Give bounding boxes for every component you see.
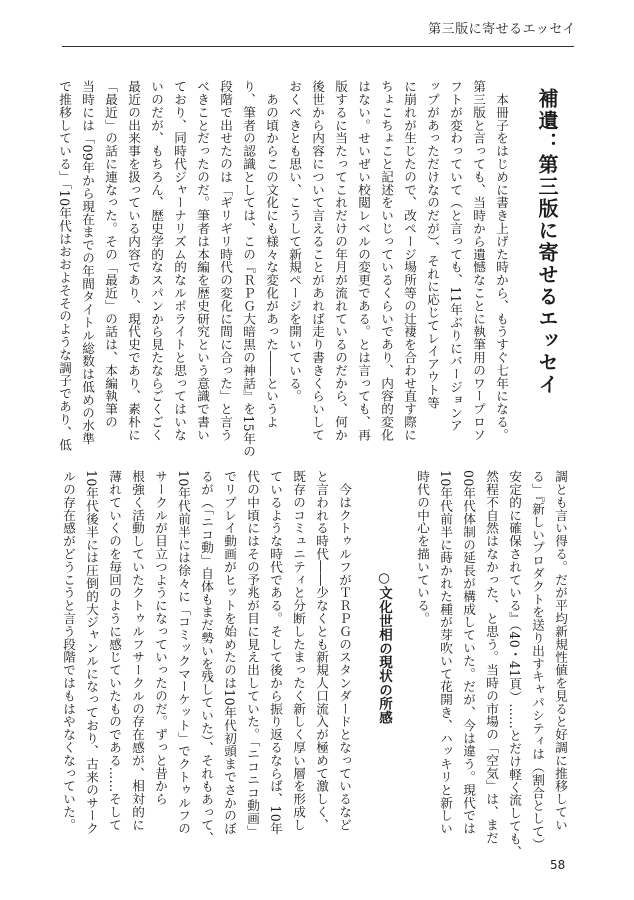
text-column: ており、同時代ジャーナリズム的なルポライトと思ってはいな bbox=[172, 80, 187, 442]
essay-title: 補遺：第三版に寄せるエッセイ bbox=[535, 88, 559, 396]
text-column: べきことだったのだ。筆者は本編を歴史研究という意識で書い bbox=[195, 80, 210, 442]
text-column: 10年代前半に蒔かれた種が芽吹いて花開き、ハッキリと新しい bbox=[438, 470, 453, 835]
text-column: 時代の中心を描いている。 bbox=[415, 470, 430, 625]
header-rule bbox=[62, 46, 574, 47]
text-column: に崩れが生じたので、改ページ場所等の辻褄を合わせ直す際に bbox=[402, 80, 417, 442]
text-column: 今はクトゥルフがＴＲＰＧのスタンダードとなっているなど bbox=[337, 470, 352, 832]
section-heading: ○文化世相の現状の所感 bbox=[376, 570, 392, 725]
running-head: 第三版に寄せるエッセイ bbox=[428, 22, 576, 37]
text-column: フトが変わっていて（と言っても、11年ぶりにバージョンア bbox=[448, 80, 463, 433]
text-column: 「最近」の話に連なった。その「最近」の話は、本編執筆の bbox=[103, 80, 118, 429]
text-column: ているような時代である。そして後から振り返るならば、10年 bbox=[268, 470, 283, 835]
page-number: 58 bbox=[550, 858, 566, 872]
text-column: 既存のコミュニティと分断したまったく新しく厚い層を形成し bbox=[291, 470, 306, 832]
text-column: ちょこちょこと記述をいじっているくらいであり、内容的変化 bbox=[379, 80, 394, 442]
text-column: 調とも言い得る。だが平均新規性値を見ると好調に推移してい bbox=[553, 470, 568, 832]
text-column: いのだが、もちろん、歴史学的なスパンから見たならごくごく bbox=[149, 80, 164, 442]
text-column: り、筆者の認識としては、この『ＲＰＧ大暗黒の神話』を15年の bbox=[241, 80, 256, 458]
text-column: はない。せいぜい校閲レベルの変更である。とは言っても、再 bbox=[356, 80, 371, 442]
text-column: でリプレイ動画がヒットを始めたのは10年代初頭までさかのぼ bbox=[222, 470, 237, 835]
text-column: 10年代後半には圧倒的大ジャンルになっており、古来のサーク bbox=[84, 470, 99, 835]
text-column: 安定的に確保されている』（40・41頁）……とだけ軽く流しても、 bbox=[507, 470, 522, 859]
text-column: る」『新しいプロダクトを送り出すキャパシティは（割合として） bbox=[530, 470, 545, 851]
text-column: 薄れていくのを毎回のように感じていたものである……そして bbox=[107, 470, 122, 832]
text-column: サークルが目立つようになっていったのだ。ずっと昔から bbox=[153, 470, 168, 806]
bottom-text-block bbox=[60, 470, 572, 859]
text-column: おくべきとも思い、こうして新規ページを開いている。 bbox=[287, 80, 302, 403]
text-column: ップがあっただけなのだが）、それに応じてレイアウト等 bbox=[425, 80, 440, 410]
text-column: あの頃からこの文化にも様々な変化があった――というよ bbox=[264, 80, 279, 429]
text-column: 後世から内容について言えることがあれば走り書きくらいして bbox=[310, 80, 325, 442]
text-column: 第三版と言っても、当時から遺憾なことに執筆用のワープロソ bbox=[471, 80, 486, 442]
text-column: 00年代体制の延長が構成していた。だが、今は違う。現代では bbox=[461, 470, 476, 835]
top-text-block bbox=[57, 80, 572, 458]
text-column: と言われる時代――少なくとも新規人口流入が極めて激しく、 bbox=[314, 470, 329, 832]
text-column: 然程不自然はなかった、と思う。当時の市場の「空気」は、まだ bbox=[484, 470, 499, 845]
text-column: 10年代前半には徐々に「コミックマーケット」でクトゥルフの bbox=[176, 470, 191, 835]
text-column: 最近の出来事を扱っている内容であり、現代史であり、素朴に bbox=[126, 80, 141, 442]
text-column: 代の中頃にはその予兆が目に見え出していた。「ニコニコ動画」 bbox=[245, 470, 260, 838]
text-column: るが（「ニコ動」自体もまだ勢いを残していた）、それもあって、 bbox=[199, 470, 214, 845]
text-column: 本冊子をはじめに書き上げた時から、もうすぐ七年になる。 bbox=[494, 80, 509, 442]
text-column: 段階で出せたのは「ギリギリ時代の変化に間に合った」と言う bbox=[218, 80, 233, 442]
text-column: 当時には「09年から現在までの年間タイトル総数は低めの水準 bbox=[80, 80, 95, 445]
text-column: ルの存在感がどうこうと言う段階ではもはやなくなっていた。 bbox=[61, 470, 76, 832]
text-column: で推移している」「10年代はおおよそそのような調子であり、低 bbox=[57, 80, 72, 452]
text-column: 版するに当たってこれだけの年月が流れているのだから、何か bbox=[333, 80, 348, 442]
text-column: 根強く活動していたクトゥルフサークルの存在感が、相対的に bbox=[130, 470, 145, 832]
